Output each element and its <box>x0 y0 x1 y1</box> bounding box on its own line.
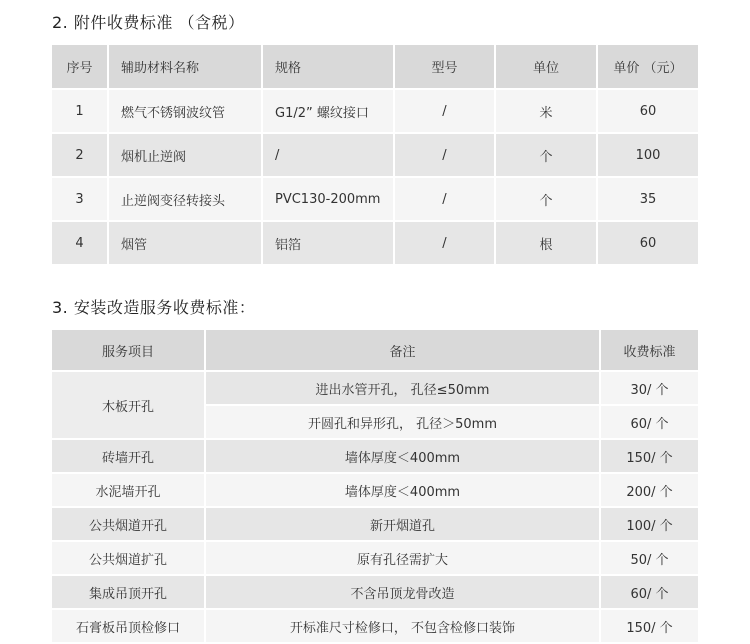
cell-service-item: 砖墙开孔 <box>52 440 206 474</box>
cell-price: 100 <box>598 134 700 178</box>
cell-remark: 不含吊顶龙骨改造 <box>206 576 601 610</box>
installation-fee-table <box>52 330 700 644</box>
cell-model: / <box>395 222 496 266</box>
section-title-installation: 3. 安装改造服务收费标准： <box>52 298 256 317</box>
cell-service-item: 木板开孔 <box>52 372 206 440</box>
cell-material-name: 烟机止逆阀 <box>109 134 263 178</box>
cell-remark: 进出水管开孔， 孔径≤50mm <box>206 372 601 406</box>
cell-service-item: 水泥墙开孔 <box>52 474 206 508</box>
header-material-name: 辅助材料名称 <box>109 45 263 90</box>
cell-fee: 60/ 个 <box>601 406 700 440</box>
cell-fee: 100/ 个 <box>601 508 700 542</box>
cell-spec: G1/2” 螺纹接口 <box>263 90 395 134</box>
table-row <box>52 576 700 610</box>
cell-unit: 个 <box>496 178 598 222</box>
header-service-item: 服务项目 <box>52 330 206 372</box>
cell-price: 60 <box>598 90 700 134</box>
cell-index: 4 <box>52 222 109 266</box>
cell-fee: 30/ 个 <box>601 372 700 406</box>
cell-index: 3 <box>52 178 109 222</box>
header-spec: 规格 <box>263 45 395 90</box>
table-row <box>52 178 700 222</box>
cell-remark: 原有孔径需扩大 <box>206 542 601 576</box>
cell-fee: 50/ 个 <box>601 542 700 576</box>
cell-unit: 个 <box>496 134 598 178</box>
cell-fee: 150/ 个 <box>601 610 700 644</box>
table-row <box>52 542 700 576</box>
cell-unit: 根 <box>496 222 598 266</box>
cell-index: 2 <box>52 134 109 178</box>
header-remark: 备注 <box>206 330 601 372</box>
cell-model: / <box>395 90 496 134</box>
header-index: 序号 <box>52 45 109 90</box>
table-row <box>52 440 700 474</box>
cell-service-item: 公共烟道扩孔 <box>52 542 206 576</box>
cell-material-name: 燃气不锈钢波纹管 <box>109 90 263 134</box>
table-row <box>52 508 700 542</box>
header-model: 型号 <box>395 45 496 90</box>
cell-service-item: 公共烟道开孔 <box>52 508 206 542</box>
table-row <box>52 134 700 178</box>
cell-remark: 开圆孔和异形孔， 孔径＞50mm <box>206 406 601 440</box>
table-row <box>52 610 700 644</box>
cell-fee: 60/ 个 <box>601 576 700 610</box>
table-row <box>52 90 700 134</box>
cell-price: 60 <box>598 222 700 266</box>
cell-spec: PVC130-200mm <box>263 178 395 222</box>
header-price: 单价 （元） <box>598 45 700 90</box>
cell-material-name: 烟管 <box>109 222 263 266</box>
table-row <box>52 222 700 266</box>
table-header-row <box>52 45 700 90</box>
cell-index: 1 <box>52 90 109 134</box>
cell-unit: 米 <box>496 90 598 134</box>
table-row <box>52 372 700 406</box>
cell-fee: 150/ 个 <box>601 440 700 474</box>
accessories-fee-table <box>52 45 700 266</box>
cell-spec: / <box>263 134 395 178</box>
cell-fee: 200/ 个 <box>601 474 700 508</box>
cell-model: / <box>395 178 496 222</box>
cell-price: 35 <box>598 178 700 222</box>
cell-remark: 墙体厚度＜400mm <box>206 474 601 508</box>
section-title-accessories: 2. 附件收费标准 （含税） <box>52 13 245 32</box>
cell-remark: 开标准尺寸检修口， 不包含检修口装饰 <box>206 610 601 644</box>
cell-material-name: 止逆阀变径转接头 <box>109 178 263 222</box>
cell-remark: 墙体厚度＜400mm <box>206 440 601 474</box>
cell-service-item: 石膏板吊顶检修口 <box>52 610 206 644</box>
cell-spec: 铝箔 <box>263 222 395 266</box>
cell-model: / <box>395 134 496 178</box>
cell-service-item: 集成吊顶开孔 <box>52 576 206 610</box>
header-fee: 收费标准 <box>601 330 700 372</box>
header-unit: 单位 <box>496 45 598 90</box>
table-header-row <box>52 330 700 372</box>
table-row <box>52 474 700 508</box>
cell-remark: 新开烟道孔 <box>206 508 601 542</box>
